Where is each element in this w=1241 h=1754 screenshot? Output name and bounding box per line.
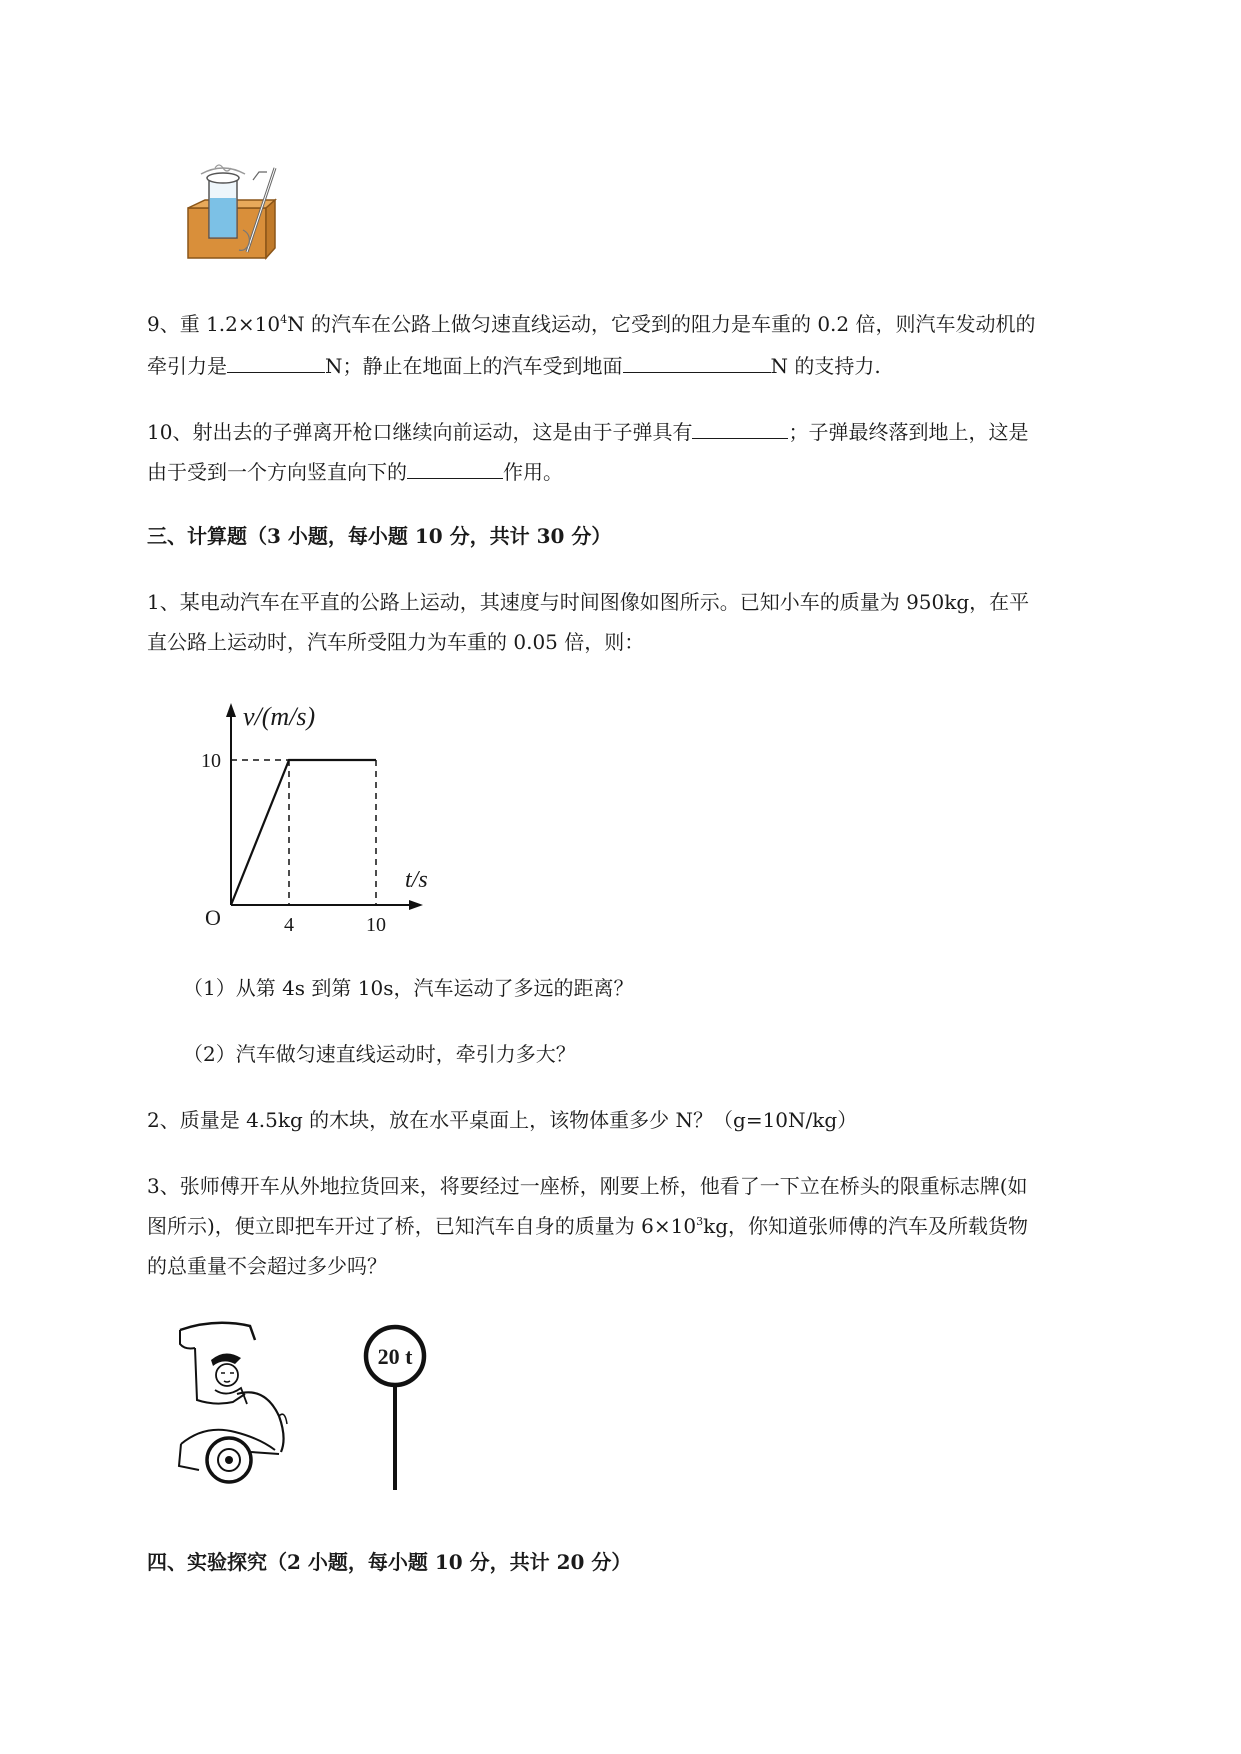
answer-blank-traction-force[interactable]: [227, 350, 325, 373]
calc-1-subquestion-1: （1）从第 4s 到第 10s，汽车运动了多远的距离？: [183, 976, 634, 1000]
calc-3-line-1: 3、张师傅开车从外地拉货回来，将要经过一座桥，刚要上桥，他看了一下立在桥头的限重标志牌(如: [147, 1174, 1028, 1198]
section-4-heading: 四、实验探究（2 小题，每小题 10 分，共计 20 分）: [147, 1550, 632, 1574]
answer-blank-gravity[interactable]: [407, 456, 503, 479]
question-10-line-2: 由于受到一个方向竖直向下的 作用。: [147, 456, 563, 486]
answer-blank-support-force[interactable]: [623, 350, 771, 373]
y-axis-label: v/(m/s): [243, 702, 316, 731]
calc-1-line-2: 直公路上运动时，汽车所受阻力为车重的 0.05 倍，则：: [147, 630, 645, 654]
question-9-line-1: 9、重 $1.2\times 10^4N$ 的汽车在公路上做匀速直线运动，它受到的阻力是车重的 0.2 倍，则汽车发动机的: [147, 312, 1036, 336]
question-9-line-2: 牵引力是 N；静止在地面上的汽车受到地面 N 的支持力.: [147, 350, 881, 380]
section-3-heading: 三、计算题（3 小题，每小题 10 分，共计 30 分）: [147, 524, 612, 548]
calc-1-subquestion-2: （2）汽车做匀速直线运动时，牵引力多大？: [183, 1042, 576, 1066]
calc-3-line-3: 的总重量不会超过多少吗？: [147, 1254, 387, 1278]
calc-2-line-1: 2、质量是 4.5kg 的木块，放在水平桌面上，该物体重多少 N？（g=10N/kg）: [147, 1108, 858, 1132]
origin-label: O: [205, 905, 221, 930]
weight-limit-sign: [355, 1322, 435, 1494]
y-tick-label-10: 10: [201, 750, 221, 772]
calc-3-line-2: 图所示)，便立即把车开过了桥，已知汽车自身的质量为 $6\times 10^3kg$，你知道张师傅的汽车及所载货物: [147, 1214, 1029, 1238]
calc-1-line-1: 1、某电动汽车在平直的公路上运动，其速度与时间图像如图所示。已知小车的质量为 950kg，在平: [147, 590, 1030, 614]
x-axis-arrow: [409, 900, 423, 910]
answer-blank-inertia[interactable]: [692, 416, 788, 439]
x-tick-label-10: 10: [366, 914, 386, 936]
beaker-thermometer-illustration: [185, 160, 290, 262]
truck-driver-illustration: [175, 1320, 305, 1490]
velocity-time-chart: [195, 695, 455, 940]
x-tick-label-4: 4: [284, 914, 294, 936]
sign-weight-label: 20 t: [377, 1344, 413, 1369]
series-line: [231, 760, 376, 905]
x-axis-label: t/s: [405, 867, 428, 893]
question-10-line-1: 10、射出去的子弹离开枪口继续向前运动，这是由于子弹具有 ；子弹最终落到地上，这是: [147, 416, 1028, 446]
y-axis-arrow: [226, 703, 236, 717]
